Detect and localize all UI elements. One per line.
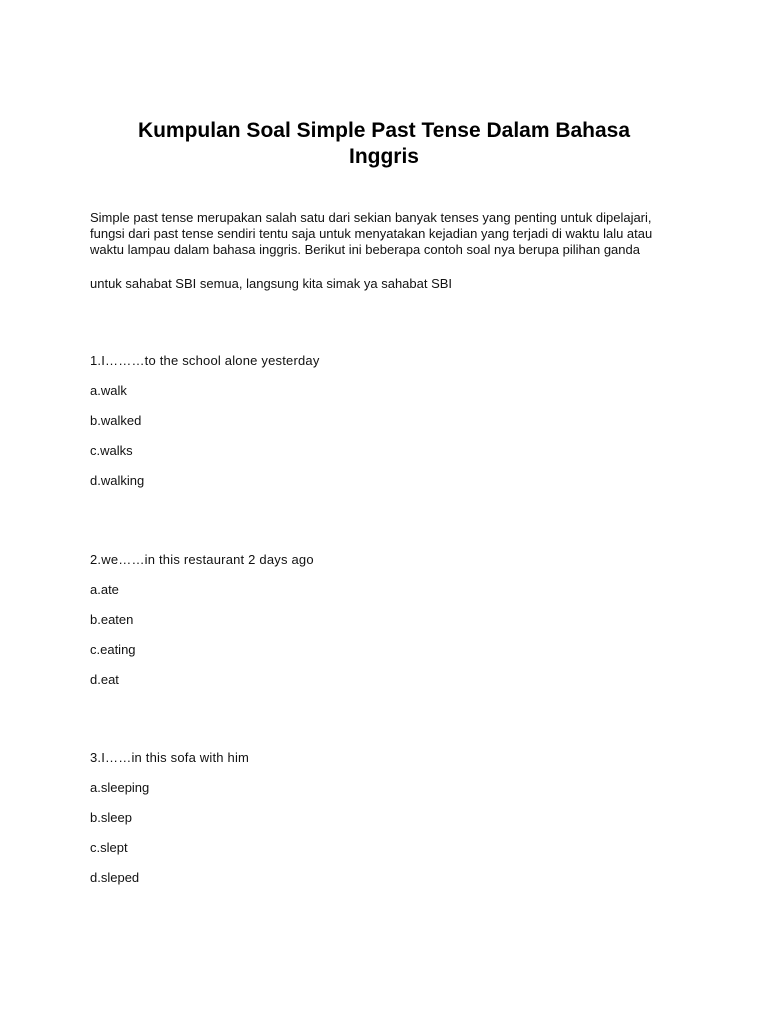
answer-option-b: b.eaten: [90, 612, 134, 627]
answer-options: [90, 780, 690, 886]
answer-option-c: c.eating: [90, 642, 136, 657]
answer-option-c: c.slept: [90, 840, 128, 855]
answer-option-b: b.sleep: [90, 810, 132, 825]
question-text: 1.I………to the school alone yesterday: [90, 353, 320, 368]
answer-options: [90, 582, 690, 688]
title-line-1: Kumpulan Soal Simple Past Tense Dalam Bahasa: [137, 119, 631, 142]
intro-paragraph-continued: untuk sahabat SBI semua, langsung kita simak ya sahabat SBI: [90, 276, 453, 291]
answer-option-a: a.walk: [90, 383, 127, 398]
question-block-1: [90, 353, 690, 489]
answer-option-d: d.eat: [90, 672, 119, 687]
question-block-2: [90, 552, 690, 688]
answer-option-a: a.ate: [90, 582, 119, 597]
intro-line: fungsi dari past tense sendiri tentu saja untuk menyatakan kejadian yang terjadi di waktu lalu atau: [90, 226, 653, 241]
intro-line: Simple past tense merupakan salah satu dari sekian banyak tenses yang penting untuk dipelajari,: [90, 210, 652, 225]
page-title: [90, 118, 678, 170]
question-text: 3.I……in this sofa with him: [90, 750, 250, 765]
question-block-3: [90, 750, 690, 886]
answer-option-a: a.sleeping: [90, 780, 150, 795]
answer-option-b: b.walked: [90, 413, 142, 428]
intro-paragraph: [90, 210, 690, 258]
answer-option-c: c.walks: [90, 443, 133, 458]
answer-option-d: d.sleped: [90, 870, 140, 885]
question-text: 2.we……in this restaurant 2 days ago: [90, 552, 314, 567]
title-line-2: Inggris: [348, 145, 419, 168]
answer-option-d: d.walking: [90, 473, 145, 488]
intro-line: waktu lampau dalam bahasa inggris. Berikut ini beberapa contoh soal nya berupa pilihan ganda: [90, 242, 640, 257]
answer-options: [90, 383, 690, 489]
